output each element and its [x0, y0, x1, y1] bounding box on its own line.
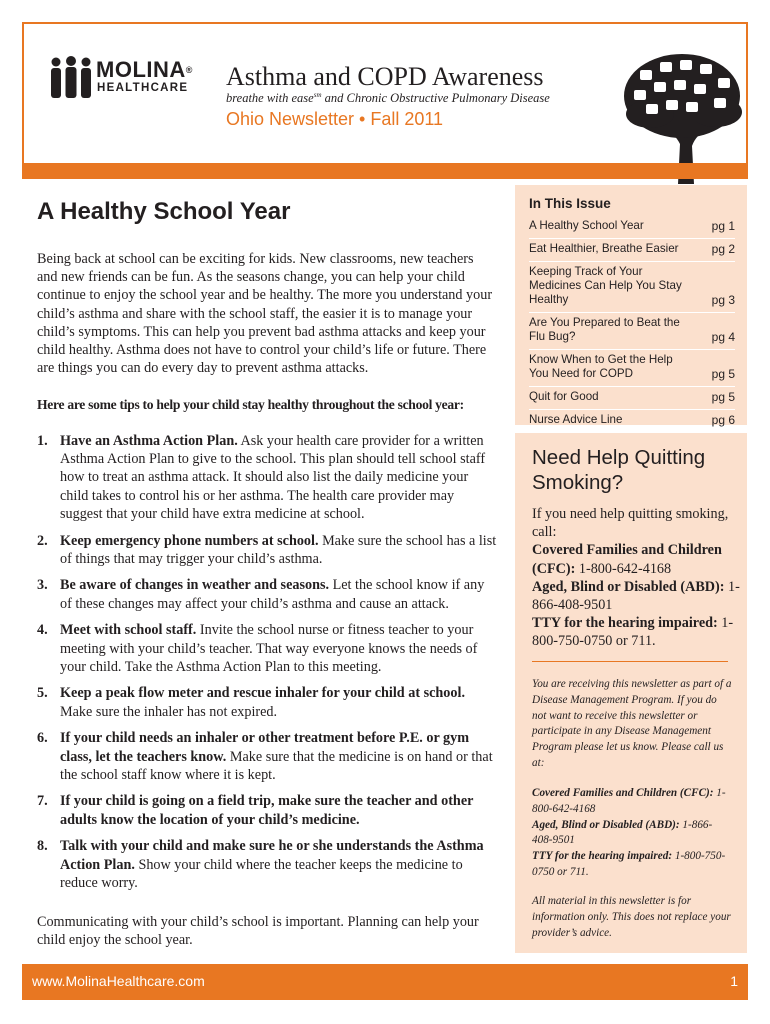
toc-item: Eat Healthier, Breathe Easier pg 2 — [529, 239, 735, 262]
divider — [532, 661, 728, 662]
tip-item: 8. Talk with your child and make sure he or she understands the Asthma Action Plan. Show your child where the teacher keeps the medicine to reduce worry. — [37, 838, 484, 891]
disease-management-note: You are receiving this newsletter as part of a Disease Management Program. If you do not want to receive this newsletter or participate in any Disease Management Program please let us know. Please call us at: — [532, 678, 732, 769]
tip-item: 1. Have an Asthma Action Plan. Ask your health care provider for a written Asthma Action Plan to give to the school. This plan should tell school staff how to treat an asthma attack. It should also list the daily medicine your child takes to control his or her asthma. The health care provider may suggest that your child have extra medicine at school. — [37, 433, 486, 522]
toc-item: Are You Prepared to Beat the Flu Bug? pg 4 — [529, 313, 735, 350]
page-number: 1 — [730, 973, 738, 989]
logo-subtitle: HEALTHCARE — [97, 82, 189, 94]
page-footer — [22, 964, 748, 1000]
toc-list — [529, 216, 735, 432]
header-accent-bar — [22, 163, 748, 179]
tip-item: 3. Be aware of changes in weather and seasons. Let the school know if any of these changes may affect your child’s asthma and cause an attack. — [37, 577, 485, 612]
article-headline: A Healthy School Year — [37, 198, 291, 225]
in-this-issue-panel — [515, 185, 747, 425]
toc-item: Nurse Advice Line pg 6 — [529, 413, 735, 427]
help-intro: If you need help quitting smoking, call: — [532, 506, 729, 541]
tips-list — [37, 432, 499, 900]
tips-intro: Here are some tips to help your child stay healthy throughout the school year: — [37, 397, 464, 412]
newsletter-header — [22, 22, 748, 179]
newsletter-edition: Ohio Newsletter • Fall 2011 — [226, 109, 444, 129]
toc-item: A Healthy School Year pg 1 — [529, 216, 735, 239]
quit-smoking-panel — [515, 433, 747, 953]
article-intro: Being back at school can be exciting for kids. New classrooms, new teachers and new friends can be fun. As the seasons change, you can help your child continue to enjoy the school year and be healthy. The more you understand your child’s asthma and share with the school staff, the easier it is to manage your child’s symptoms. This can help you prevent bad asthma attacks and keep your child healthy. Asthma does not have to control your child’s life or future. There are things you can do every day to prevent asthma attacks. — [37, 251, 493, 377]
tip-item: 6. If your child needs an inhaler or other treatment before P.E. or gym class, let the teachers know. Make sure that the medicine is on hand or that the school staff know where it is kept. — [37, 730, 493, 783]
tip-item: 2. Keep emergency phone numbers at school. Make sure the school has a list of things that may trigger your child’s asthma. — [37, 532, 497, 567]
toc-item: Keeping Track of Your Medicines Can Help You Stay Healthy pg 3 — [529, 262, 735, 313]
toc-item: Know When to Get the Help You Need for COPD pg 5 — [529, 350, 735, 387]
tip-item: 4. Meet with school staff. Invite the school nurse or fitness teacher to your meeting with your child’s teacher. That way everyone knows the needs of your child. Take the Asthma Action Plan to this meeting. — [37, 622, 478, 675]
newsletter-title: Asthma and COPD Awareness — [226, 62, 544, 91]
help-body: If you need help quitting smoking, call: Covered Families and Children (CFC): 1-800-642-4168 Aged, Blind or Disabled (ABD): 1-866-408-9501 TTY for the hearing impaired: 1-800-750-0750 or 711. — [532, 506, 740, 650]
people-logo-icon — [48, 56, 94, 100]
tip-item: 7. If your child is going on a field trip, make sure the teacher and other adults know the location of your child’s medicine. — [37, 793, 474, 828]
disclaimer: All material in this newsletter is for information only. This does not replace your provider’s advice. — [532, 895, 731, 939]
logo-brand: MOLINA® — [96, 57, 193, 82]
tip-item: 5. Keep a peak flow meter and rescue inhaler for your child at school. Make sure the inhaler has not expired. — [37, 685, 465, 720]
molina-logo — [48, 54, 218, 102]
help-title: Need Help Quitting Smoking? — [532, 446, 706, 494]
toc-title: In This Issue — [529, 196, 611, 211]
newsletter-subtitle: breathe with ease$^{sm}$ and Chronic Obstructive Pulmonary Disease — [226, 91, 550, 106]
contact-numbers: Covered Families and Children (CFC): 1-800-642-4168 Aged, Blind or Disabled (ABD): 1-866-408-9501 TTY for the hearing impaired: 1-800-750-0750 or 711. — [532, 787, 726, 878]
website-link[interactable]: www.MolinaHealthcare.com — [32, 973, 205, 989]
article-closing: Communicating with your child’s school is important. Planning can help your child enjoy the school year. — [37, 914, 479, 949]
toc-item: Quit for Good pg 5 — [529, 387, 735, 410]
